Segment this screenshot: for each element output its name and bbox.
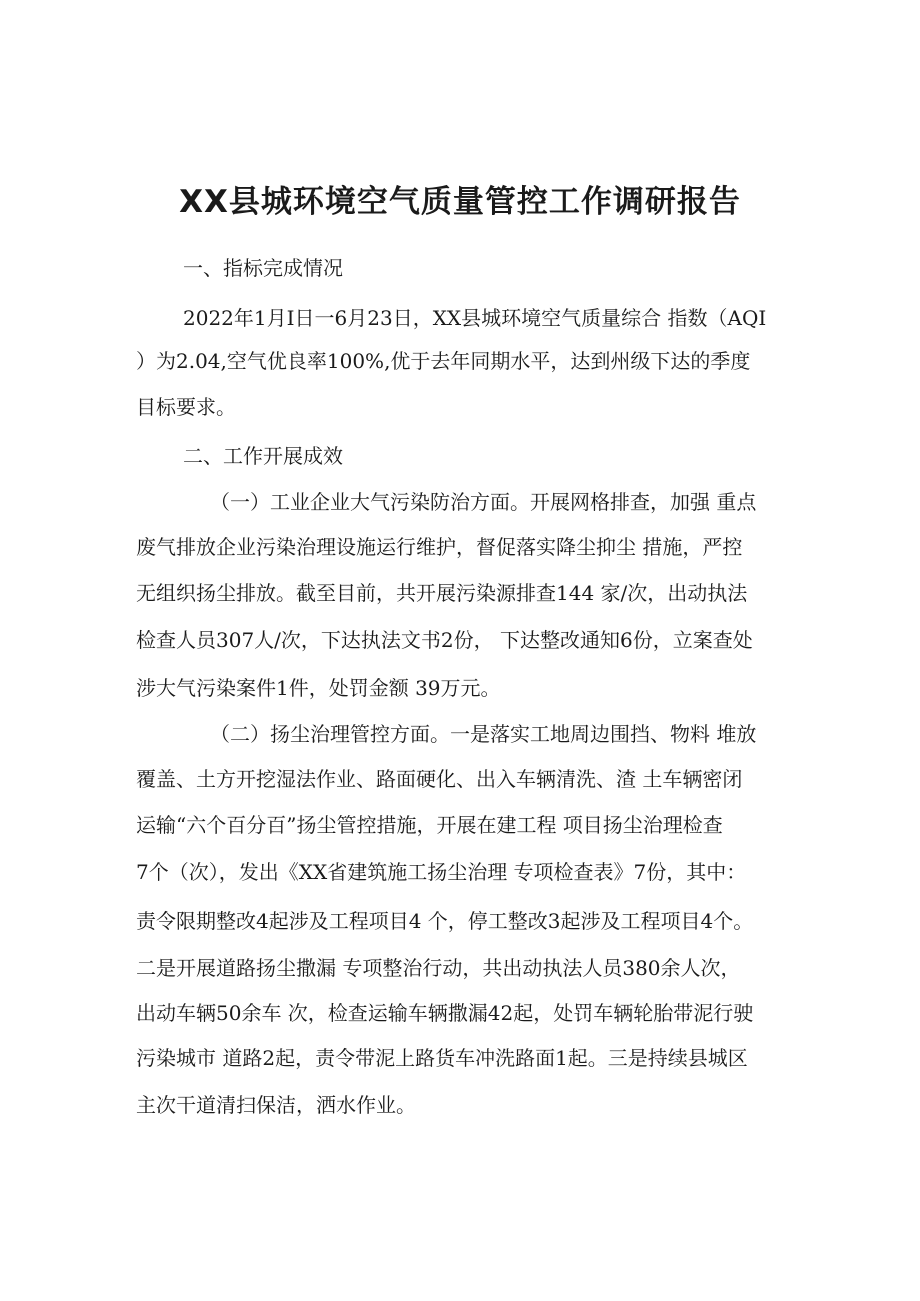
paragraph-line: 涉大气污染案件1件，处罚金额 39万元。 — [136, 676, 501, 700]
section-heading: 二、工作开展成效 — [183, 444, 343, 468]
paragraph-line: 运输“六个百分百”扬尘管控措施，开展在建工程 项目扬尘治理检查 — [136, 813, 723, 837]
paragraph-line: 7个（次），发出《XX省建筑施工扬尘治理 专项检查表》7份，其中： — [136, 860, 747, 884]
paragraph-line: （一）工业企业大气污染防治方面。开展网格排查，加强 重点 — [210, 490, 757, 514]
paragraph-line: 污染城市 道路2起，责令带泥上路货车冲洗路面1起。三是持续县城区 — [136, 1046, 748, 1070]
paragraph-line: 2022年1月I日一6月23日，XX县城环境空气质量综合 指数（AQI — [183, 306, 767, 330]
paragraph-line: 检查人员307人/次，下达执法文书2份， 下达整改通知6份，立案查处 — [136, 628, 753, 652]
paragraph-line: 二是开展道路扬尘撒漏 专项整治行动，共出动执法人员380余人次， — [136, 956, 741, 980]
paragraph-line: 覆盖、土方开挖湿法作业、路面硬化、出入车辆清洗、渣 土车辆密闭 — [136, 767, 743, 791]
paragraph-line: 责令限期整改4起涉及工程项目4 个，停工整改3起涉及工程项目4个。 — [136, 909, 754, 933]
document-title: XX县城环境空气质量管控工作调研报告 — [179, 184, 741, 220]
paragraph-line: （二）扬尘治理管控方面。一是落实工地周边围挡、物料 堆放 — [210, 722, 757, 746]
paragraph-line: 无组织扬尘排放。截至目前，共开展污染源排查144 家/次，出动执法 — [136, 581, 748, 605]
paragraph-line: 出动车辆50余车 次，检查运输车辆撒漏42起，处罚车辆轮胎带泥行驶 — [136, 1001, 754, 1025]
paragraph-line: 目标要求。 — [136, 395, 236, 419]
paragraph-line: ）为2.04,空气优良率100%,优于去年同期水平，达到州级下达的季度 — [136, 349, 751, 373]
paragraph-line: 主次干道清扫保洁，洒水作业。 — [136, 1093, 416, 1117]
paragraph-line: 废气排放企业污染治理设施运行维护，督促落实降尘抑尘 措施，严控 — [136, 535, 743, 559]
section-heading: 一、指标完成情况 — [183, 256, 343, 280]
